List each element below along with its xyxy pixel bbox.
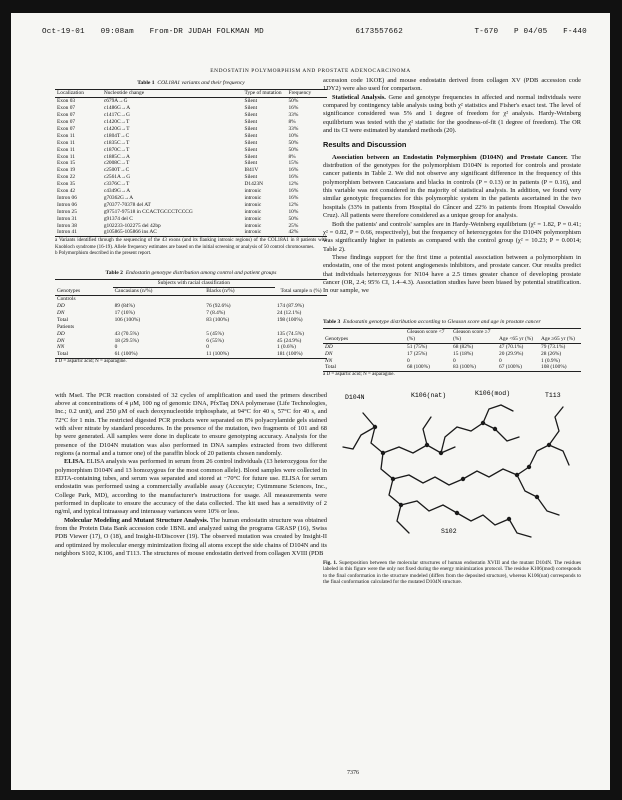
t1-cell: c2561A→G xyxy=(103,174,131,181)
t1-cell: Exon 07 xyxy=(57,105,76,112)
t1-cell: c1417C→G xyxy=(103,112,130,119)
t3-header-gleason-high: Gleason score ≥7 (%) xyxy=(451,328,497,343)
t1-cell: 10% xyxy=(288,208,299,215)
t3-cell: 28 (26%) xyxy=(541,350,562,357)
t2-group-label: Patients xyxy=(57,323,75,330)
t1-header-localization: Localization xyxy=(55,90,102,98)
t1-cell: g105865-105866 ins AC xyxy=(102,229,243,236)
t1-cell: intronic xyxy=(244,215,262,222)
t1-cell: D1423N xyxy=(244,181,264,188)
fax-code2: F-440 xyxy=(563,28,587,36)
t3-row xyxy=(323,351,581,358)
t3-cell: 20 (29.9%) xyxy=(499,350,524,357)
t1-row xyxy=(55,160,327,167)
t2-cell: Total xyxy=(55,351,113,358)
table-3 xyxy=(323,318,581,379)
t1-row xyxy=(55,147,327,154)
table-1-footnote-b: b Polymorphism described in the present report. xyxy=(55,250,152,256)
t3-cell: 83 (100%) xyxy=(451,364,497,371)
t1-cell: 15% xyxy=(288,160,299,167)
t1-row xyxy=(55,112,327,119)
t2-cell: 198 (100%) xyxy=(277,316,303,323)
paragraph-accession: accession code 1KOE) and mouse endostatin derived from collagen XV (PDB accession code 1DY2) were also used for comparison. xyxy=(323,77,581,93)
fax-code1: T-670 xyxy=(474,28,499,36)
fax-date: Oct-19-01 xyxy=(42,28,85,36)
t1-cell: 33% xyxy=(288,125,299,132)
t1-cell: intronic xyxy=(242,229,286,236)
table-2-caption: Table 2 Endostatin genotype distribution among control and patient groups xyxy=(105,269,277,276)
t1-cell: intronic xyxy=(244,201,262,208)
t2-cell: 45 (24.9%) xyxy=(277,337,302,344)
t1-cell: Silent xyxy=(244,105,258,112)
t2-cell: 106 (100%) xyxy=(114,316,141,323)
t2-group-row xyxy=(55,296,327,303)
t1-cell: Intron 41 xyxy=(55,229,102,236)
t2-cell: 135 (74.5%) xyxy=(277,330,304,337)
t1-cell: intronic xyxy=(244,208,262,215)
running-head: ENDOSTATIN POLYMORPHISM AND PROSTATE ADENOCARCINOMA xyxy=(210,68,411,74)
t1-row xyxy=(55,223,327,230)
t1-row xyxy=(55,181,327,188)
t1-cell: Intron 38 xyxy=(57,222,77,229)
page-number: 7376 xyxy=(347,770,359,776)
left-column xyxy=(55,79,327,558)
t2-cell: 76 (92.6%) xyxy=(206,303,231,310)
t3-cell: 15 (18%) xyxy=(453,350,474,357)
t1-cell: Exon 11 xyxy=(57,153,75,160)
t1-cell: Intron 06 xyxy=(57,201,77,208)
t2-cell: 1 (0.6%) xyxy=(277,344,296,351)
t3-cell: 108 (100%) xyxy=(539,364,581,371)
t1-cell: g102233-102275 del 42bp xyxy=(103,222,161,229)
t1-cell: Silent xyxy=(244,125,258,132)
t2-cell: 7 (8.4%) xyxy=(206,309,226,316)
t2-cell: 0 xyxy=(206,344,209,351)
t1-cell: intronic xyxy=(244,194,262,201)
t2-row xyxy=(55,331,327,338)
t1-row xyxy=(55,229,327,236)
table-3-caption: Table 3 Endostatin genotype distribution according to Gleason score and age in prostate cancer xyxy=(323,318,541,325)
label-s102: S102 xyxy=(441,527,457,535)
t1-cell: c4349G→A xyxy=(103,188,131,195)
t1-cell: 8% xyxy=(288,118,296,125)
t2-row xyxy=(55,351,327,358)
paragraph-hardy-weinberg: Both the patients' and controls' samples are in Hardy-Weinberg equilibrium (χ² = 1.82, P = 0.41; χ² = 0.82, P = 0.66, respectively), but the frequency of heterozygotes for the D104N polymorphism was significantly higher in patients as compared with the control group (χ² = 10.23; P = 0.0014; Table 2). xyxy=(323,220,581,253)
section-title: Results and Discussion xyxy=(323,140,407,150)
t2-cell: 83 (100%) xyxy=(206,316,230,323)
paragraph-modeling: Molecular Modeling and Mutant Structure Analysis. The human endostatin structure was obtained from the Protein Data Bank accession code 1BNL and analyzed using the programs GRASP (16), Swiss PDB Viewer (17), O (18), and Insight-II/Discover (19). The observed mutation was created by Insight-II and optimized by molecular energy minimization fixing all atoms except the side chains of D104N and its neighbors S102, K106, and T113. The structures of mouse endostatin derived from collagen XVIII (PDB xyxy=(55,516,328,558)
t3-cell: NN xyxy=(325,357,333,364)
t2-cell: 6 (55%) xyxy=(206,337,224,344)
t3-cell: DN xyxy=(325,350,333,357)
t1-cell: Intron 06 xyxy=(57,194,77,201)
t1-cell: Exon 42 xyxy=(57,188,76,195)
t1-header-nucleotide: Nucleotide change xyxy=(102,90,243,98)
t1-cell: c1885C→A xyxy=(103,153,130,160)
t1-cell: c679A→G xyxy=(103,98,128,105)
t1-cell: 50% xyxy=(288,215,299,222)
t2-cell: 5 (45%) xyxy=(206,330,224,337)
paragraph-elisa: ELISA. ELISA analysis was performed in serum from 26 control individuals (13 heterozygous for the polymorphism D104N and 13 homozygous for the most common allele). Blood samples were collected in EDTA-containing tubes, and serum was separated and stored at −70°C for future use. ELISA for serum endostatin was performed using a commercially available assay (Accucyte; Cytimmune Sciences, Inc., College Park, MD), according to the manufacturer's instructions for usage. All measurements were performed in duplicate to ensure the accuracy of the data collected. The kit used has a sensitivity of 2 ng/ml, and typical intraassay and interassay variances were 10% or less. xyxy=(55,458,327,516)
t1-cell: g70362G→A xyxy=(103,194,134,201)
t1-row xyxy=(55,167,327,174)
t1-cell: g91374 del C xyxy=(103,215,133,222)
t1-row xyxy=(55,202,327,209)
figure-1-structure xyxy=(323,387,581,557)
t1-header-type: Type of mutation xyxy=(242,90,286,98)
t1-cell: Exon 11 xyxy=(57,146,75,153)
t1-row xyxy=(55,140,327,147)
table-1-grid xyxy=(55,89,327,237)
t1-cell: Silent xyxy=(244,132,258,139)
t2-row xyxy=(55,317,327,324)
label-k106-nat: K106(nat) xyxy=(411,391,447,399)
t3-cell: 79 (73.1%) xyxy=(541,343,566,350)
t3-cell: 67 (100%) xyxy=(497,364,539,371)
t1-cell: c1835C→T xyxy=(103,139,130,146)
t1-row xyxy=(55,154,327,161)
t3-cell: 0 xyxy=(453,357,456,364)
t1-cell: Exon 35 xyxy=(57,181,76,188)
t1-row xyxy=(55,209,327,216)
t2-group-header: Subjects with racial classification xyxy=(113,280,275,288)
t1-cell: Exon 15 xyxy=(57,160,76,167)
t1-cell: Exon 22 xyxy=(57,174,76,181)
t3-row xyxy=(323,364,581,371)
t1-cell: 33% xyxy=(288,112,299,119)
t3-cell: 68 (82%) xyxy=(453,343,474,350)
t1-cell: 8% xyxy=(288,153,296,160)
t2-cell: 24 (12.1%) xyxy=(277,309,302,316)
t1-cell: c2500T→C xyxy=(103,167,130,174)
fax-header xyxy=(42,28,587,36)
t1-cell: Exon 19 xyxy=(57,167,76,174)
t2-cell: DN xyxy=(57,309,65,316)
t1-row xyxy=(55,126,327,133)
t1-cell: Silent xyxy=(244,112,258,119)
t1-cell: 25% xyxy=(288,222,299,229)
t1-cell: g97517-97518 in CCACTGCCCTCCCG xyxy=(103,208,193,215)
label-k106-mod: K106(mod) xyxy=(475,389,511,397)
t2-cell: 181 (100%) xyxy=(275,351,327,358)
fax-phone: 6173557662 xyxy=(355,28,403,36)
t1-row xyxy=(55,188,327,195)
t1-cell: 12% xyxy=(288,201,299,208)
t2-cell: 17 (16%) xyxy=(114,309,135,316)
t3-cell: 17 (25%) xyxy=(407,350,428,357)
paragraph-statistics: Statistical Analysis. Gene and genotype frequencies in affected and normal individuals were compared by contingency table analysis using both χ² statistics and Fisher's exact test. The level of significance considered was 5% and 1 degree of freedom for χ² analysis. Hardy-Weinberg equilibrium was tested with the χ² statistic for the goodness-of-fit (1 degree of freedom). The OR and its CI were estimated by standard methods (20). xyxy=(323,93,581,135)
t2-cell: 11 (100%) xyxy=(204,351,275,358)
paragraph-association: Association between an Endostatin Polymorphism (D104N) and Prostate Cancer. The distribution of the genotypes for the polymorphism D104N is reported for controls and prostate cancer patients in Table 2. We did not observe any significant difference in the frequency of this polymorphism between Caucasians and blacks in controls (P = 0.13) or in patients (P = 0.16), and this variable was not considered in the majority of statistical analysis. In addition, we found very similar genotypic frequencies for this polymorphic system in the patients ascertained in the two hospitals (33% in patients from Hospital do Câncer and 22% in patients from Hospital Oswaldo Cruz). All patients were therefore considered as a unique group for analysis. xyxy=(323,153,582,220)
t1-cell: Exon 07 xyxy=(57,125,76,132)
t1-row xyxy=(55,119,327,126)
t3-header-gleason-low: Gleason score <7 (%) xyxy=(405,328,451,343)
t2-cell: 174 (87.9%) xyxy=(277,303,304,310)
fax-pages: P 04/05 xyxy=(514,28,548,36)
t3-cell: 0 xyxy=(407,357,410,364)
fax-from: From-DR JUDAH FOLKMAN MD xyxy=(149,28,264,36)
table-1-caption: Table 1 COL18A1 variants and their frequency xyxy=(137,80,245,86)
table-2-footnote: a D = aspartic acid; N = asparagine. xyxy=(55,359,127,365)
t1-cell: Exon 07 xyxy=(57,112,76,119)
t2-cell: 61 (100%) xyxy=(113,351,205,358)
t1-cell: Exon 11 xyxy=(57,132,75,139)
paragraph-pcr: with MseI. The PCR reaction consisted of 32 cycles of amplification and used the primers described above at concentrations of 4 μM, 100 ng of genomic DNA, PfxTaq DNA polymerase (Life Technologies, Inc.; 0.2 unit), and 250 μM of each deoxynucleotide triphosphate, at 94°C for 40 s, 57°C for 40 s, and 72°C for 1 min. The restricted digested PCR products were separated on 8% polyacrylamide gels stained with silver nitrate by standard procedures. In the presence of the mutation, two fragments of 101 and 68 bp were generated. All samples were done in duplicate to ensure genotyping accuracy. Analysis for the presence of the D104N mutation was also performed in DNA samples extracted from two different regions (a normal and a tumor one) of the paraffin block of 20 patients chosen randomly. xyxy=(55,391,327,457)
t1-cell: Silent xyxy=(244,118,258,125)
right-column xyxy=(323,77,581,586)
table-3-footnote: a D = aspartic acid; N = asparagine. xyxy=(323,372,395,378)
t1-cell: Intron 25 xyxy=(57,208,77,215)
t2-cell: 18 (29.5%) xyxy=(114,337,139,344)
t2-header-blacks: Blacks (n/%) xyxy=(204,288,275,296)
t1-cell: g70377-70378 del AT xyxy=(103,201,151,208)
t1-row xyxy=(55,195,327,202)
figure-1-caption: Fig. 1. Superposition between the molecular structures of human endostatin XVIII and the mutant D104N. The residues labeled in this figure were the only not fixed during the energy minimization protocol. The residue K106(mod) corresponds to the final conformation in the structure modeled (differs from the deposited structure), whereas K106(nat) corresponds to the final conformation calculated for the mutated D104N structure. xyxy=(323,559,582,586)
t1-cell: 50% xyxy=(288,139,299,146)
t2-cell: Total xyxy=(57,316,68,323)
t2-group-row xyxy=(55,324,327,331)
t1-row xyxy=(55,105,327,112)
t3-row xyxy=(323,343,581,350)
t1-cell: Silent xyxy=(244,160,258,167)
t1-cell: c1804T→C xyxy=(103,132,130,139)
t2-cell: DD xyxy=(57,330,65,337)
t1-cell: I841V xyxy=(244,167,259,174)
label-d104n: D104N xyxy=(345,393,365,401)
t3-header-genotypes: Genotypes xyxy=(323,328,405,343)
t1-row xyxy=(55,133,327,140)
table-2-grid xyxy=(55,279,327,359)
t2-cell: 43 (70.5%) xyxy=(114,330,139,337)
t1-cell: 12% xyxy=(288,181,299,188)
paragraph-findings: These findings support for the first time a potential association between a polymorphism in endostatin, one of the most potent angiogenesis inhibitors, and prostate cancer. Our results predict that individuals heterozygous for N104 have a 2.5 times greater chance of developing prostate cancer (OR, 2.4; 95% CI, 1.4–4.3). Association studies have been biased by potential stratification. In our sample, we xyxy=(323,253,581,295)
t2-cell: 89 (84%) xyxy=(114,303,135,310)
table-3-grid xyxy=(323,328,581,372)
t1-cell: c2008C→T xyxy=(103,160,130,167)
t1-cell: Silent xyxy=(244,153,258,160)
t2-header-total: Total sample n (%) xyxy=(275,288,327,296)
t1-cell: Exon 07 xyxy=(57,118,76,125)
t1-cell: Intron 31 xyxy=(57,215,77,222)
table-1-footnote-a: a Variants identified through the sequencing of the 43 exons (and its flanking intronic regions) of the COL18A1 in 8 patients with Knobloch syndrome (16-19). Allele frequency estimates are based on the initial screening or analysis of 50 control chromosomes. xyxy=(55,238,327,250)
t1-cell: 50% xyxy=(288,98,299,105)
t1-cell: c3376C→T xyxy=(103,181,130,188)
t1-row xyxy=(55,98,327,105)
t1-cell: 16% xyxy=(288,174,299,181)
figure-1 xyxy=(323,387,581,586)
t2-cell: 0 xyxy=(114,344,118,351)
t1-row xyxy=(55,174,327,181)
t2-cell: DN xyxy=(57,337,65,344)
t3-cell: 47 (70.1%) xyxy=(499,343,524,350)
t2-group-label: Controls xyxy=(57,296,76,303)
t1-header-frequency: Frequency xyxy=(286,90,327,98)
t3-cell: 68 (100%) xyxy=(405,364,451,371)
t3-cell: Total xyxy=(323,364,405,371)
t3-cell: DD xyxy=(325,343,333,350)
table-2 xyxy=(55,269,327,366)
t3-cell: 51 (75%) xyxy=(407,343,428,350)
t3-cell: 1 (0.9%) xyxy=(541,357,560,364)
document-page xyxy=(11,13,610,790)
t1-cell: 16% xyxy=(288,105,299,112)
t2-cell: NN xyxy=(57,344,65,351)
t2-row xyxy=(55,303,327,310)
t3-cell: 0 xyxy=(499,357,502,364)
t1-cell: Silent xyxy=(244,174,258,181)
t1-cell: c1420C→T xyxy=(103,118,130,125)
left-body-text xyxy=(55,392,327,559)
t1-cell: intronic xyxy=(244,188,262,195)
table-1 xyxy=(55,79,327,257)
t3-header-age-low: Age <65 yr (%) xyxy=(497,328,539,343)
t1-cell: Exon 11 xyxy=(57,139,75,146)
t1-cell: 16% xyxy=(288,194,299,201)
t1-cell: 10% xyxy=(288,132,299,139)
t1-row xyxy=(55,216,327,223)
t1-cell: intronic xyxy=(244,222,262,229)
t1-cell: c1420G→T xyxy=(103,125,130,132)
t1-cell: 42% xyxy=(286,229,327,236)
t2-header-caucasians: Caucasians (n/%) xyxy=(113,288,205,296)
t1-cell: 16% xyxy=(288,188,299,195)
t1-cell: 50% xyxy=(288,146,299,153)
t2-header-genotypes: Genotypes xyxy=(55,288,113,296)
t1-cell: Exon 03 xyxy=(57,98,76,105)
t1-cell: c1870C→T xyxy=(103,146,130,153)
t1-cell: 16% xyxy=(288,167,299,174)
fax-time: 09:08am xyxy=(100,28,134,36)
t1-cell: Silent xyxy=(244,146,258,153)
t2-cell: DD xyxy=(57,303,65,310)
label-t113: T113 xyxy=(545,391,561,399)
t1-cell: Silent xyxy=(244,139,258,146)
t1-cell: Silent xyxy=(244,98,258,105)
t3-header-age-high: Age ≥65 yr (%) xyxy=(539,328,581,343)
t1-cell: c1486G→A xyxy=(103,105,131,112)
t2-row xyxy=(55,310,327,317)
